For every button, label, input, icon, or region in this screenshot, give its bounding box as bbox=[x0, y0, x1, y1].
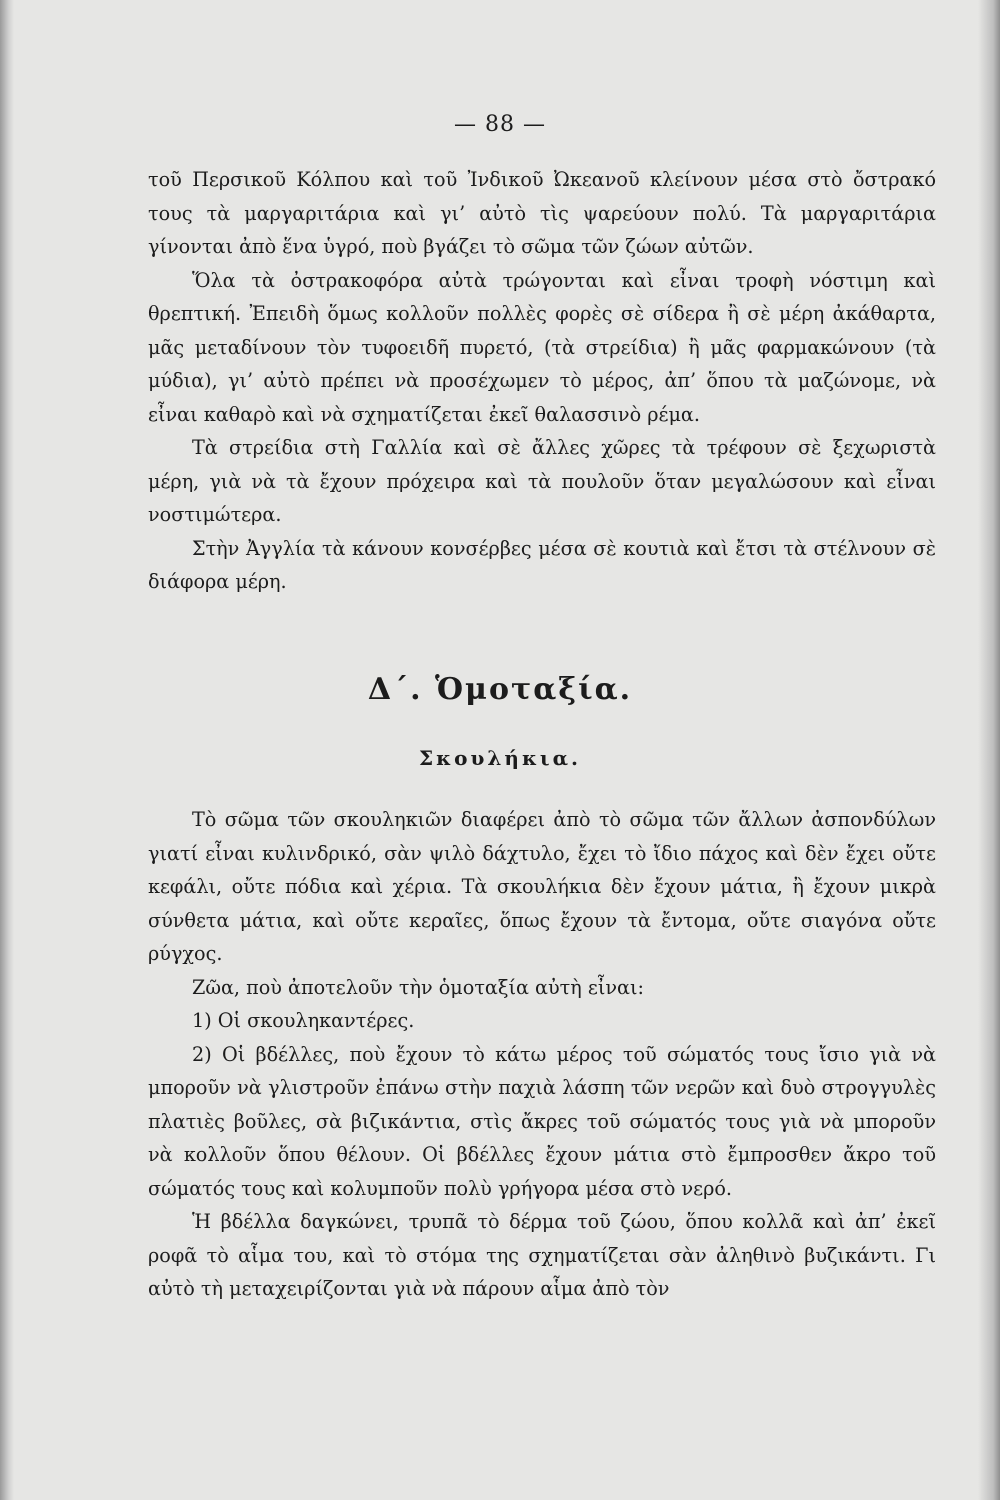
section-subheading: Σκουλήκια. bbox=[419, 746, 581, 770]
paragraph: τοῦ Περσικοῦ Κόλπου καὶ τοῦ Ἰνδικοῦ Ὠκεανοῦ κλείνουν μέσα στὸ ὄστρακό τους τὰ μαργαριτάρια καὶ γι’ αὐτὸ τὶς ψαρεύουν πολύ. Τὰ μαργαριτάρια γίνονται ἀπὸ ἕνα ὑγρό, ποὺ βγάζει τὸ σῶμα τῶν ζώων αὐτῶν. bbox=[148, 168, 936, 258]
paragraph: Ὅλα τὰ ὀστρακοφόρα αὐτὰ τρώγονται καὶ εἶναι τροφὴ νόστιμη καὶ θρεπτική. Ἐπειδὴ ὅμως κολλοῦν πολλὲς φορὲς σὲ σίδερα ἢ σὲ μέρη ἀκάθαρτα, μᾶς μεταδίνουν τὸν τυφοειδῆ πυρετό, (τὰ στρείδια) ἢ μᾶς φαρμακώνουν (τὰ μύδια), γι’ αὐτὸ πρέπει νὰ προσέχωμεν τὸ μέρος, ἀπ’ ὅπου τὰ μαζώνομε, νὰ εἶναι καθαρὸ καὶ νὰ σχηματίζεται ἐκεῖ θαλασσινὸ ρέμα. bbox=[148, 268, 936, 426]
paragraph: Στὴν Ἀγγλία τὰ κάνουν κονσέρβες μέσα σὲ κουτιὰ καὶ ἔτσι τὰ στέλνουν σὲ διάφορα μέρη. bbox=[148, 536, 936, 593]
paragraph: Ἡ βδέλλα δαγκώνει, τρυπᾶ τὸ δέρμα τοῦ ζώου, ὅπου κολλᾶ καὶ ἀπ’ ἐκεῖ ροφᾶ τὸ αἷμα του, καὶ τὸ στόμα της σχηματίζεται σὰν ἀληθινὸ βυζικάντι. Γι αὐτὸ τὴ μεταχειρίζονται γιὰ νὰ πάρουν αἷμα ἀπὸ τὸν bbox=[148, 1210, 936, 1300]
paragraph: Ζῶα, ποὺ ἀποτελοῦν τὴν ὁμοταξία αὐτὴ εἶναι: bbox=[192, 975, 644, 999]
paragraph: Τὰ στρείδια στὴ Γαλλία καὶ σὲ ἄλλες χῶρες τὰ τρέφουν σὲ ξεχωριστὰ μέρη, γιὰ νὰ τὰ ἔχουν πρόχειρα καὶ τὰ πουλοῦν ὅταν μεγαλώσουν καὶ εἶναι νοστιμώτερα. bbox=[148, 436, 936, 526]
paragraph: Τὸ σῶμα τῶν σκουληκιῶν διαφέρει ἀπὸ τὸ σῶμα τῶν ἄλλων ἀσπονδύλων γιατί εἶναι κυλινδρικό, σὰν ψιλὸ δάχτυλο, ἔχει τὸ ἴδιο πάχος καὶ δὲν ἔχει οὔτε κεφάλι, οὔτε πόδια καὶ χέρια. Τὰ σκουλήκια δὲν ἔχουν μάτια, ἢ ἔχουν μικρὰ σύνθετα μάτια, καὶ οὔτε κεραῖες, ὅπως ἔχουν τὰ ἔντομα, οὔτε σιαγόνα οὔτε ρύγχος. bbox=[148, 808, 936, 965]
list-item: 2) Οἱ βδέλλες, ποὺ ἔχουν τὸ κάτω μέρος τοῦ σώματός τους ἴσιο γιὰ νὰ μποροῦν νὰ γλιστροῦν ἐπάνω στὴν παχιὰ λάσπη τῶν νερῶν καὶ δυὸ στρογγυλὲς πλατιὲς βοῦλες, σὰ βιζικάντια, στὶς ἄκρες τοῦ σώματός τους γιὰ νὰ μποροῦν νὰ κολλοῦν ὅπου θέλουν. Οἱ βδέλλες ἔχουν μάτια στὸ ἔμπροσθεν ἄκρο τοῦ σώματός τους καὶ κολυμποῦν πολὺ γρήγορα μέσα στὸ νερό. bbox=[148, 1042, 936, 1200]
page-number: — 88 — bbox=[454, 112, 546, 137]
list-item: 1) Οἱ σκουληκαντέρες. bbox=[192, 1009, 415, 1032]
bottom-text-block bbox=[148, 803, 936, 1306]
section-heading: Δ΄. Ὁμοταξία. bbox=[367, 672, 633, 707]
top-text-block bbox=[148, 163, 936, 599]
